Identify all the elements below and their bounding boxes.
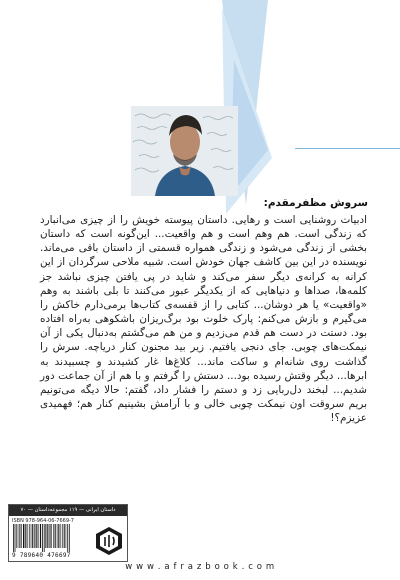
barcode-bar <box>34 524 35 548</box>
barcode-bar <box>58 524 59 548</box>
back-cover-text <box>40 213 367 425</box>
decorative-line <box>295 148 400 149</box>
barcode-bar <box>69 524 70 552</box>
barcode-bar <box>28 524 29 548</box>
author-photo <box>131 106 238 196</box>
barcode-bar <box>53 524 54 548</box>
isbn-text: ISBN 978-964-06-7669-7 <box>12 518 74 524</box>
barcode-bar <box>32 524 33 548</box>
barcode-bar <box>15 524 16 552</box>
barcode-bar <box>18 524 19 548</box>
barcode-bar <box>31 524 32 548</box>
body-paragraph: ادبیات روشنایی است و رهایی. داستان پیوسته خویش را از چیزی می‌انبارد که زندگی است. هم وهم است و هم واقعیت... این‌گونه است که داستان بخشی از زندگی می‌شود و زندگی همواره قسمتی از داستان باقی می‌ماند. نویسنده در این بین کاشف جهان خودش است. شبیه ملاحی سرگردان از این کرانه به کرانه‌ی دیگر سفر می‌کند و شاید در پی یافتن چیزی نباشد جز کلمه‌ها، صداها و دنیاهایی که از یکدیگر عبور می‌کنند تا بلی باشند به وهم «واقعیت» یا هر دوشان... کتابی را از قفسه‌ی کتاب‌ها برمی‌دارم خاکش را می‌گیرم و بازش می‌کنم: پارک خلوت بود برگ‌ریزان باشکوهی به‌راه افتاده بود. دستت در دست هم قدم می‌زدیم و من هم می‌گشتم به‌دنبال یکی از آن نیمکت‌های چوبی. جای دنجی یافتیم. زیر بید مجنون کنار دریاچه. سرش را گذاشت روی شانه‌ام و ساکت ماند... کلاغ‌ها غار کشیدند و چسبیدند به ابرها... دیگر وقتش رسیده بود... دستش را گرفتم و با هم از آن جماعت دور شدیم... لبخند دل‌ربایی زد و دستم را فشار داد، گفتم: حالا دیگه می‌تونیم بریم سروقت اون نیمکت چوبی خالی و با آرامش بشینیم کنار هم؛ فهمیدی عزیزم؟! <box>40 214 367 425</box>
barcode-bar <box>36 524 37 548</box>
barcode-bar <box>45 524 46 548</box>
barcode-bar <box>23 524 24 548</box>
series-label: داستان ایرانی — ۱۱۹ مجموعه‌داستان — ۷۰ <box>9 505 127 516</box>
barcode-bar <box>47 524 48 548</box>
barcode-digits: 9 789640 476697 <box>12 552 71 559</box>
barcode-bar <box>55 524 56 548</box>
barcode-bar <box>39 524 40 548</box>
barcode-bar <box>29 524 30 548</box>
barcode-bar <box>67 524 68 552</box>
barcode-bar <box>40 524 41 548</box>
barcode-bar <box>66 524 67 548</box>
barcode-bar <box>44 524 45 552</box>
author-photo-image <box>131 106 238 196</box>
barcode-bar <box>61 524 62 548</box>
barcode-bar <box>21 524 22 548</box>
barcode-bar <box>19 524 20 548</box>
barcode-bar <box>13 524 14 552</box>
barcode-bar <box>64 524 65 548</box>
barcode-bar <box>57 524 58 548</box>
barcode-bar <box>62 524 63 548</box>
author-name-heading: سروش مظفرمقدم: <box>263 197 368 209</box>
barcode-bar <box>50 524 51 548</box>
publisher-website: w w w . a f r a z b o o k . c o m <box>125 562 275 572</box>
barcode-box <box>8 504 128 562</box>
barcode-bar <box>16 524 17 548</box>
barcode-bar <box>25 524 26 548</box>
barcode <box>12 524 92 552</box>
barcode-bar <box>51 524 52 548</box>
barcode-bar <box>42 524 43 552</box>
publisher-logo <box>95 526 123 556</box>
